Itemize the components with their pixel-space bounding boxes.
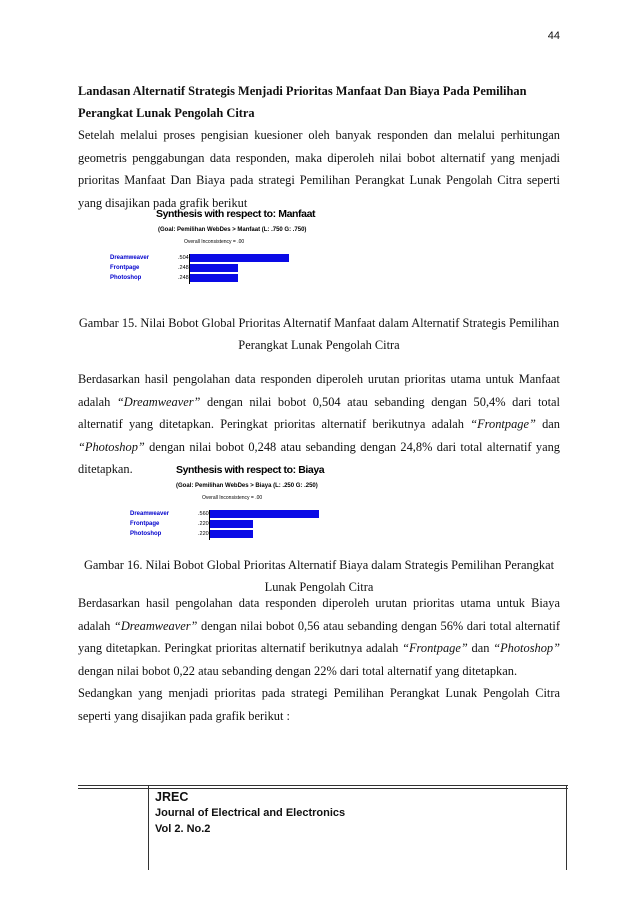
text-segment: dengan nilai bobot 0,22 atau sebanding dengan 22% dari total alternatif yang ditetapkan. (78, 663, 518, 678)
text-segment: dengan nilai bobot 0,248 atau sebanding dengan 24,8% dari total alternatif yang ditetapkan. (78, 439, 560, 477)
footer-rule (78, 785, 568, 786)
section-heading: Landasan Alternatif Strategis Menjadi Prioritas Manfaat Dan Biaya Pada Pemilihan Perangkat Lunak Pengolah Citra (78, 84, 527, 120)
chart-biaya (130, 462, 430, 546)
chart-value-label: .504 (178, 255, 189, 261)
text-segment: Berdasarkan hasil pengolahan data responden diperoleh urutan prioritas utama untuk Manfaat adalah (78, 372, 560, 409)
emphasis-frontpage: “Frontpage” (470, 417, 536, 432)
chart-bar (210, 530, 253, 538)
chart-bar (210, 520, 253, 528)
chart-manfaat (110, 206, 410, 290)
emphasis-dreamweaver: “Dreamweaver” (113, 618, 198, 633)
chart-category-label: Photoshop (110, 275, 142, 281)
intro-paragraph: Setelah melalui proses pengisian kuesioner oleh banyak responden dan melalui perhitungan geometris penggabungan data responden, maka diperoleh nilai bobot alternatif yang menjadi prioritas Manfaat Dan Biaya pada strategi Pemilihan Perangkat Lunak Pengolah Citra seperti yang disajikan pada grafik berikut (78, 128, 560, 210)
footer-journal: Journal of Electrical and Electronics (155, 807, 346, 819)
emphasis-frontpage: “Frontpage” (402, 641, 468, 656)
chart-category-label: Dreamweaver (130, 511, 170, 517)
text-segment: dengan nilai bobot 0,56 atau sebanding dengan 56% dari total alternatif yang ditetapkan. Peringkat prioritas alternatif berikutnya adalah (78, 618, 560, 656)
footer-volume: Vol 2. No.2 (155, 823, 211, 835)
chart-goal: (Goal: Pemilihan WebDes > Manfaat (L: .750 G: .750) (158, 227, 307, 233)
figure16-caption-line2: Lunak Pengolah Citra (264, 580, 374, 594)
chart-value-label: .248 (178, 275, 189, 281)
chart-title: Synthesis with respect to: Biaya (176, 464, 325, 476)
chart-bar (190, 254, 289, 262)
text-segment: dan (535, 417, 560, 432)
chart-value-label: .560 (198, 511, 209, 517)
text-segment: Berdasarkan hasil pengolahan data responden diperoleh urutan prioritas utama untuk Biaya adalah (78, 596, 560, 633)
chart-category-label: Frontpage (130, 521, 160, 527)
chart-bar (210, 510, 319, 518)
chart-goal: (Goal: Pemilihan WebDes > Biaya (L: .250 G: .250) (176, 483, 318, 489)
text-segment: dengan nilai bobot 0,504 atau sebanding dengan 50,4% dari total alternatif yang ditetapkan. Peringkat prioritas alternatif berikutnya adalah (78, 394, 560, 432)
chart-bar (190, 264, 238, 272)
paragraph-closing: Sedangkan yang menjadi prioritas pada strategi Pemilihan Perangkat Lunak Pengolah Citra seperti yang disajikan pada grafik berikut : (78, 686, 560, 723)
page-number: 44 (547, 30, 560, 42)
footer-divider (148, 786, 149, 870)
chart-value-label: .248 (178, 265, 189, 271)
chart-category-label: Frontpage (110, 265, 140, 271)
chart-title: Synthesis with respect to: Manfaat (156, 208, 316, 220)
footer-block (155, 789, 345, 837)
footer-divider (566, 786, 567, 870)
chart-category-label: Photoshop (130, 531, 162, 537)
chart-value-label: .220 (198, 531, 209, 537)
chart-bar (190, 274, 238, 282)
chart-inconsistency: Overall Inconsistency = .00 (184, 239, 245, 245)
figure15-caption-line2: Perangkat Lunak Pengolah Citra (238, 338, 400, 352)
emphasis-photoshop: “Photoshop” (78, 439, 145, 454)
emphasis-dreamweaver: “Dreamweaver” (116, 394, 201, 409)
text-segment: dan (467, 641, 494, 656)
chart-inconsistency: Overall Inconsistency = .00 (202, 495, 263, 501)
figure16-caption-line1: Gambar 16. Nilai Bobot Global Prioritas Alternatif Biaya dalam Strategis Pemilihan Perangkat (83, 558, 555, 572)
figure15-caption-line1: Gambar 15. Nilai Bobot Global Prioritas Alternatif Manfaat dalam Alternatif Strategis Pemilihan (78, 316, 560, 330)
emphasis-photoshop: “Photoshop” (493, 641, 560, 656)
footer-title: JREC (155, 790, 189, 804)
paragraph-biaya (78, 592, 560, 682)
figure15-caption (78, 312, 560, 356)
chart-value-label: .220 (198, 521, 209, 527)
chart-category-label: Dreamweaver (110, 255, 150, 261)
